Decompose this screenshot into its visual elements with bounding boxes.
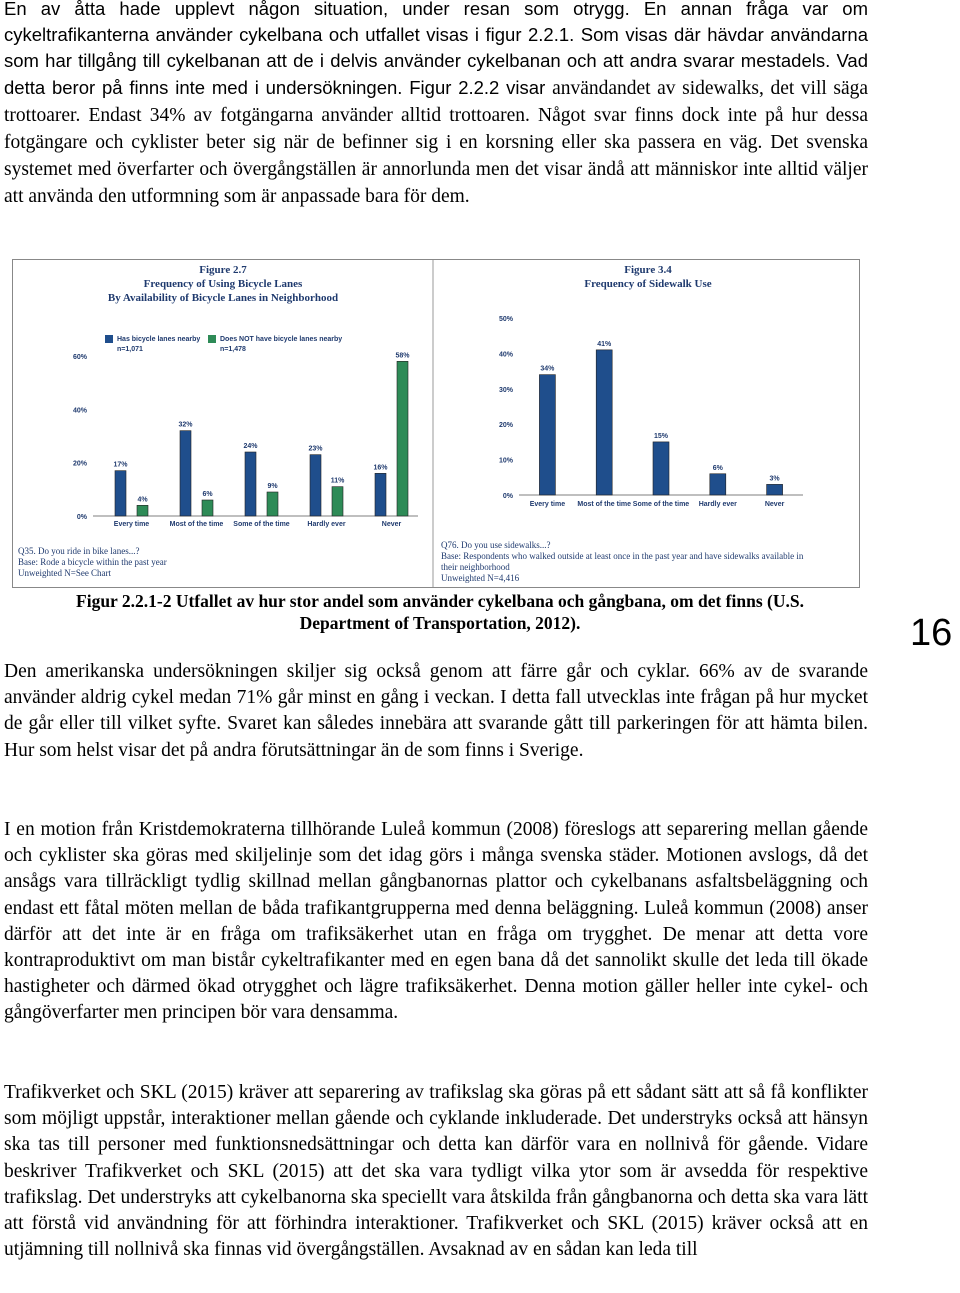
chart-a-data-label: 24% (243, 443, 258, 450)
chart-a-note: Unweighted N=See Chart (18, 568, 112, 578)
paragraph-intro (4, 0, 868, 211)
chart-b-ytick-label: 10% (498, 457, 513, 465)
paragraph-trafikverket: Trafikverket och SKL (2015) kräver att separering av trafikslag ska göras på ett sådant sätt att så få konflikter som möjligt uppstår, interaktioner mellan gående och cyklande inkluderade. Det understryks också att hänsyn ska tas till personer med funktionsnedsättningar och detta kan därför vara en nollnivå för gående. Vidare beskriver Trafikverket och SKL (2015) att det ska vara tydligt vilka ytor som är avsedda för respektive trafikslag. Det understryks att cykelbanorna ska speciellt vara åtskilda från gångbanorna och detta ska vara lätt att förstå vid användning för att förhindra interaktioner. Trafikverket och SKL (2015) kräver också att en utjämning till nollnivå ska finnas vid övergångställen. Avsaknad av en sådan kan leda till (4, 1082, 868, 1261)
chart-a-bar (202, 500, 213, 516)
chart-bicycle-lanes (18, 264, 418, 578)
chart-b-ytick-label: 40% (498, 351, 513, 359)
chart-a-subtitle: By Availability of Bicycle Lanes in Neighborhood (107, 292, 339, 304)
chart-b-note: Unweighted N=4,416 (441, 573, 520, 583)
chart-b-ytick-label: 0% (502, 493, 513, 500)
chart-b-note: their neighborhood (441, 562, 510, 572)
chart-a-data-label: 9% (267, 483, 278, 490)
paragraph-intro-serif: användandet av sidewalks, det vill säga trottoarer. Endast 34% av fotgängarna använder alltid trottoaren. Något svar finns dock inte på hur dessa fotgängare och cyklister beter sig när de befinner sig i en korsning eller ska passera en väg. Det svenska systemet med överfarter och övergångställen är annorlunda men det visar ändå att människor inte alltid väljer att använda den utformning som är anpassade bara för dem. (4, 77, 869, 208)
chart-b-note: Q76. Do you use sidewalks...? (441, 540, 551, 550)
paragraph-motion: I en motion från Kristdemokraterna tillhörande Luleå kommun (2008) föreslogs att separering mellan gående och cyklister ska göras med skiljelinje som det idag görs i många svenska städer. Motionen avslogs, då det ansågs vara tillräckligt tydlig skillnad mellan gångbanornas plattor och cykelbanans asfaltsbeläggning och endast ett fåtal möten mellan de båda trafikantgrupperna med denna beläggning. Luleå kommun (2008) anser därför att det inte är en fråga om trafiksäkerhet utan en fråga om trygghet. De menar att detta vore kontraproduktivt om man bistår cykeltrafikanter med en egen bana då det sannolikt skulle det leda till ökade hastigheter och därmed ökad otrygghet och lägre trafiksäkerhet. Denna motion gäller heller inte cykel- och gångöverfarter men principen bör vara densamma. (4, 819, 868, 1024)
chart-b-bar (767, 484, 783, 495)
chart-a-bar (115, 471, 126, 516)
chart-a-ytick-label: 60% (72, 354, 87, 361)
paragraph-intro-sans: En av åtta hade upplevt någon situation, under resan som otrygg. En annan fråga var om cykeltrafikanterna använder cykelbana och utfallet visas i figur 2.2.1. Som visas där hävdar användarna som har tillgång till cykelbanan att de i delvis använder cykelbanan och att andra svarar mestadels. Vad detta beror på finns inte med i undersökningen. Figur 2.2.2 visar (4, 0, 868, 98)
chart-b-ytick-label: 30% (498, 386, 513, 394)
chart-a-bar (397, 361, 408, 516)
chart-a-bar (375, 473, 386, 516)
chart-b-note: Base: Respondents who walked outside at least once in the past year and have sidewalks available in (441, 551, 804, 561)
chart-a-bar (245, 452, 256, 516)
chart-a-data-label: 4% (137, 496, 148, 504)
chart-b-title: Frequency of Sidewalk Use (584, 278, 712, 290)
chart-b-data-label: 15% (653, 432, 669, 440)
chart-a-bar (310, 455, 321, 516)
chart-a-bar (137, 505, 148, 516)
chart-b-category-label: Never (764, 501, 785, 508)
chart-b-figure-label: Figure 3.4 (624, 264, 672, 276)
chart-a-legend-swatch (105, 335, 113, 343)
chart-a-ytick-label: 20% (72, 460, 87, 468)
chart-b-ytick-label: 50% (498, 316, 513, 323)
paragraph-survey: Den amerikanska undersökningen skiljer sig också genom att färre går och cyklar. 66% av de svarande använder aldrig cykel medan 71% går minst en gång i veckan. I detta fall utvecklas inte frågan på hur mycket de går eller till vilket syfte. Svaret kan således innebära att svarande gått till parkeringen för att hämta bilen. Hur som helst visar det på andra förutsättningar än de som finns i Sverige. (4, 661, 868, 761)
chart-b-bar (539, 375, 555, 495)
chart-a-bar (332, 487, 343, 516)
chart-a-data-label: 6% (202, 491, 213, 498)
chart-a-title: Frequency of Using Bicycle Lanes (143, 278, 303, 290)
chart-b-bar (653, 442, 669, 495)
chart-a-category-label: Every time (113, 521, 150, 528)
chart-a-data-label: 23% (308, 445, 323, 453)
chart-a-legend-swatch (208, 335, 216, 343)
chart-a-ytick-label: 0% (76, 514, 87, 521)
chart-b-data-label: 34% (540, 365, 555, 373)
figure-charts (13, 260, 859, 587)
chart-b-bar (596, 350, 612, 495)
chart-a-category-label: Most of the time (169, 521, 224, 528)
chart-b-bar (710, 474, 726, 495)
chart-a-note: Q35. Do you ride in bike lanes...? (18, 546, 140, 556)
figure-caption-line-2: Department of Transportation, 2012). (299, 613, 581, 633)
chart-a-category-label: Hardly ever (307, 521, 346, 528)
chart-a-legend (105, 335, 342, 353)
figure-caption-line-1: Figur 2.2.1-2 Utfallet av hur stor andel som använder cykelbana och gångbana, om det finns (U.S. (76, 591, 804, 611)
chart-sidewalk-use (441, 264, 804, 583)
page-number: 16 (910, 612, 953, 654)
chart-b-data-label: 41% (597, 340, 612, 348)
chart-a-data-label: 17% (113, 461, 128, 469)
chart-a-legend-n: n=1,478 (220, 346, 246, 353)
chart-a-bar (267, 492, 278, 516)
chart-b-category-label: Hardly ever (698, 501, 737, 508)
chart-a-category-label: Some of the time (233, 521, 290, 528)
chart-a-category-label: Never (381, 521, 402, 528)
chart-a-legend-label: Does NOT have bicycle lanes nearby (220, 336, 343, 343)
chart-a-data-label: 32% (178, 421, 193, 429)
chart-b-category-label: Every time (529, 501, 566, 508)
chart-b-category-label: Some of the time (632, 501, 690, 508)
chart-b-data-label: 3% (769, 475, 780, 483)
chart-b-ytick-label: 20% (498, 422, 513, 430)
chart-a-legend-n: n=1,071 (117, 346, 143, 353)
chart-a-data-label: 16% (373, 464, 388, 472)
chart-a-note: Base: Rode a bicycle within the past year (18, 557, 167, 567)
chart-a-figure-label: Figure 2.7 (199, 264, 247, 276)
chart-b-data-label: 6% (712, 464, 723, 472)
chart-a-data-label: 11% (330, 477, 345, 485)
chart-a-legend-label: Has bicycle lanes nearby (117, 336, 201, 343)
chart-a-ytick-label: 40% (72, 407, 87, 415)
chart-b-category-label: Most of the time (577, 501, 632, 508)
chart-a-data-label: 58% (395, 352, 410, 360)
chart-a-bar (180, 431, 191, 516)
figure-image (12, 259, 860, 588)
